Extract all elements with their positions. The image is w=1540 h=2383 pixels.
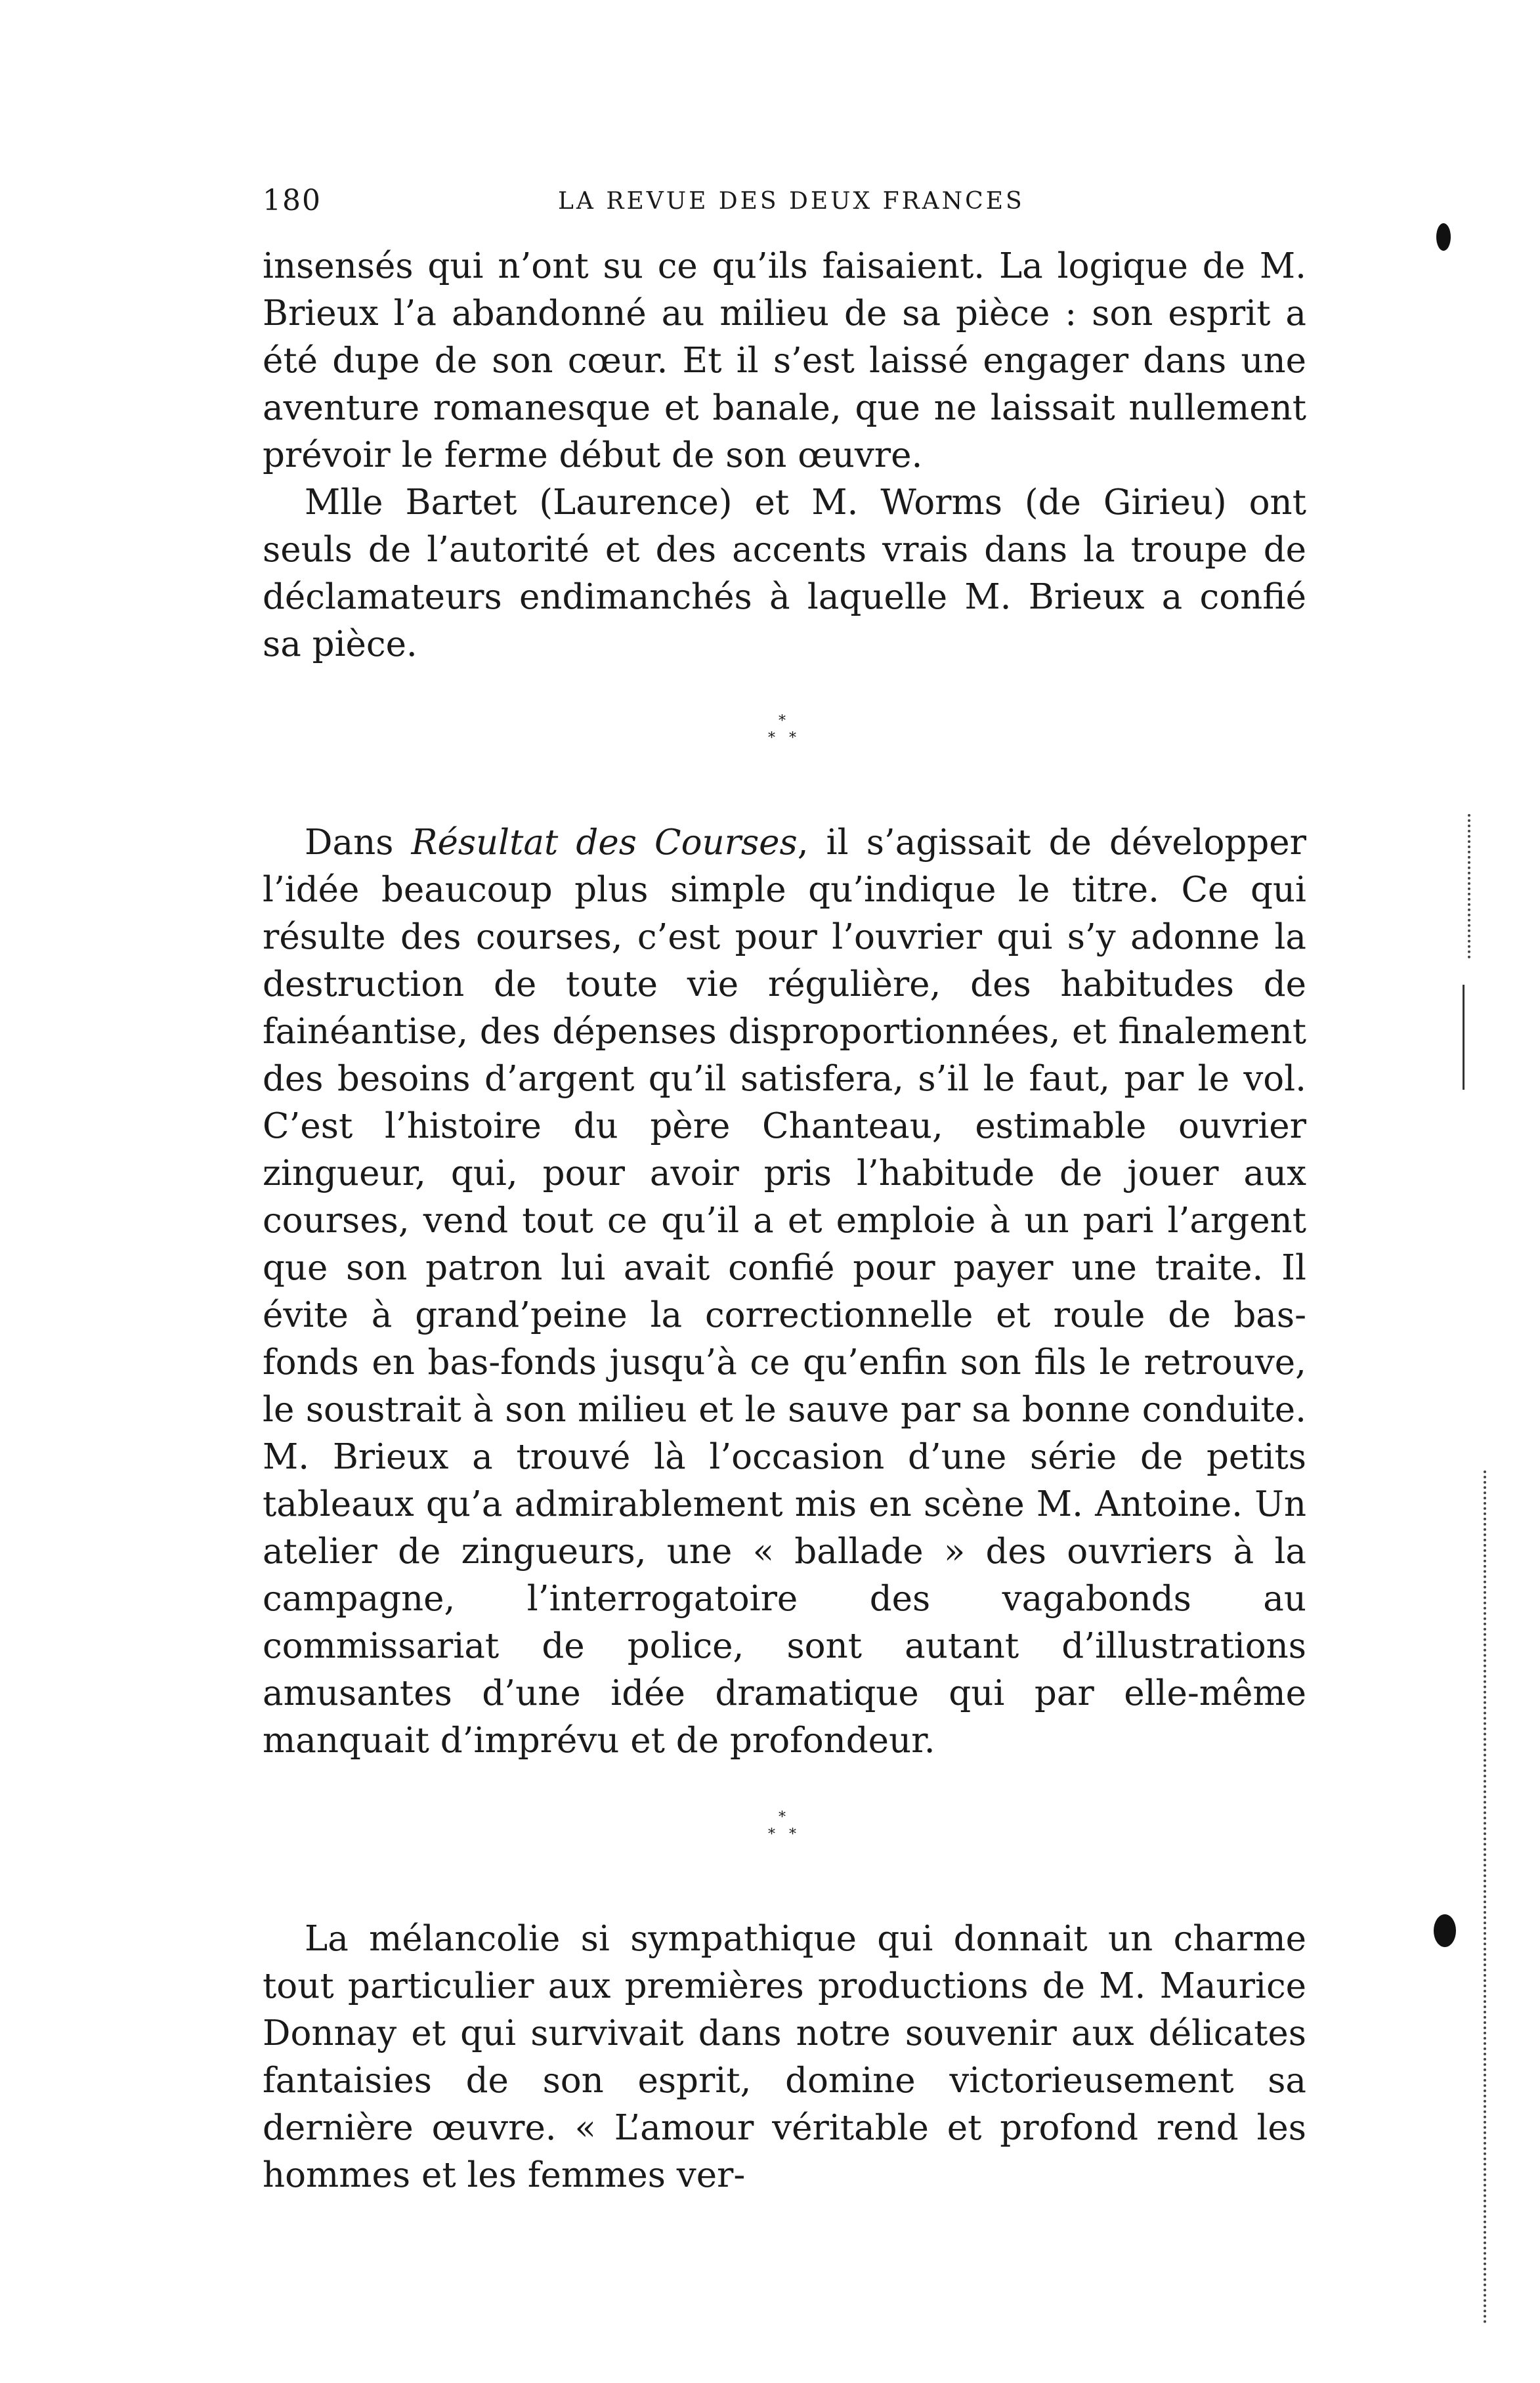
ink-blot-top <box>1436 223 1451 251</box>
asterism-star: * <box>768 1826 775 1843</box>
margin-rule <box>1463 985 1465 1090</box>
asterism-star: * <box>789 730 796 746</box>
paragraph-3 <box>263 819 1306 1765</box>
asterism-star: * <box>789 1826 796 1843</box>
asterism-star: * <box>779 713 786 729</box>
page-header <box>263 184 1306 223</box>
asterism-separator-1 <box>263 668 1306 819</box>
asterism-star: * <box>768 730 775 746</box>
paragraph-1: insensés qui n’ont su ce qu’ils faisaient. La logique de M. Brieux l’a abandonné au milieu de sa pièce : son esprit a été dupe de son cœur. Et il s’est laissé engager dans une aventure romanesque et banale, que ne laissait nullement prévoir le ferme début de son œuvre. <box>263 246 1306 475</box>
running-title: LA REVUE DES DEUX FRANCES <box>558 188 1025 215</box>
paragraph-2: Mlle Bartet (Laurence) et M. Worms (de Girieu) ont seuls de l’autorité et des accents vrais dans la troupe de déclamateurs endimanchés à laquelle M. Brieux a confié sa pièce. <box>263 483 1306 664</box>
asterism-star: * <box>779 1809 786 1826</box>
asterism-separator-2 <box>263 1765 1306 1916</box>
play-title: Résultat des Courses <box>411 823 798 863</box>
margin-dots-1 <box>1468 814 1474 958</box>
paragraph-3-body: , il s’agissait de développer l’idée beaucoup plus simple qu’indique le titre. Ce qui résulte des courses, c’est pour l’ouvrier qui s’y adonne la destruction de toute vie régulière, des habitudes de fainéantise, des dépenses disproportionnées, et finalement des besoins d’argent qu’il satisfera, s’il le faut, par le vol. C’est l’histoire du père Chanteau, estimable ouvrier zingueur, qui, pour avoir pris l’habitude de jouer aux courses, vend tout ce qu’il a et emploie à un pari l’argent que son patron lui avait confié pour payer une traite. Il évite à grand’peine la correctionnelle et roule de bas-fonds en bas-fonds jusqu’à ce qu’enfin son fils le retrouve, le soustrait à son milieu et le sauve par sa bonne conduite. M. Brieux a trouvé là l’occasion d’une série de petits tableaux qu’a admirablement mis en scène M. Antoine. Un atelier de zingueurs, une « ballade » des ouvriers à la campagne, l’interrogatoire des vagabonds au commissariat de police, sont autant d’illustrations amusantes d’une idée dramatique qui par elle-même manquait d’imprévu et de profondeur. <box>263 823 1306 1761</box>
paragraph-4: La mélancolie si sympathique qui donnait un charme tout particulier aux premières productions de M. Maurice Donnay et qui survivait dans notre souvenir aux délicates fantaisies de son esprit, domine victorieusement sa dernière œuvre. « L’amour véritable et profond rend les hommes et les femmes ver- <box>263 1919 1306 2195</box>
page-number: 180 <box>263 184 322 217</box>
margin-dots-2 <box>1484 1471 1490 2324</box>
paragraph-3-lead: Dans <box>305 823 412 863</box>
ink-blot-bottom <box>1434 1914 1456 1947</box>
body-text <box>263 243 1306 2199</box>
